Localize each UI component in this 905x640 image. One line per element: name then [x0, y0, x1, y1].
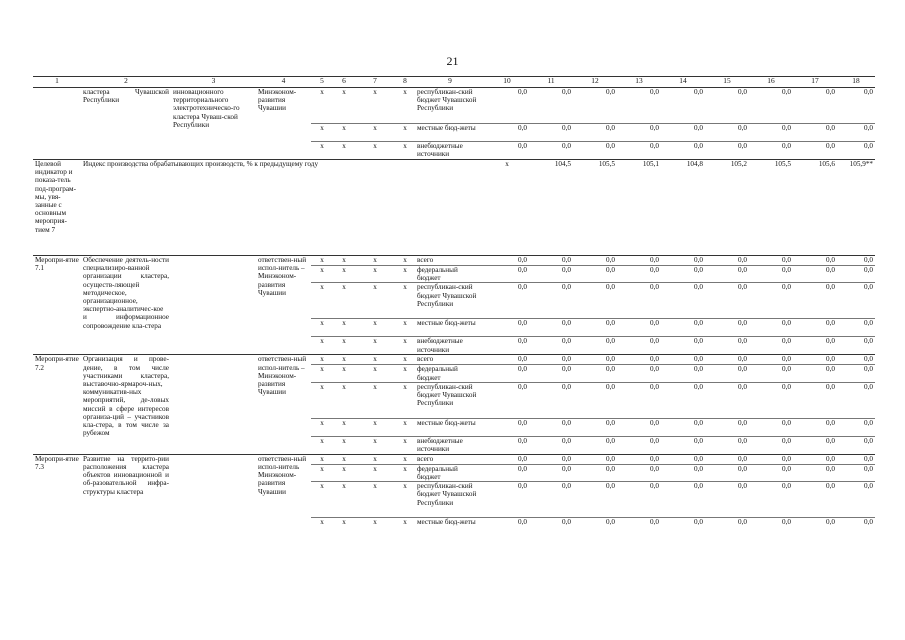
value-cell: 0,0: [573, 382, 617, 418]
column-header: 2: [81, 77, 171, 88]
x-mark: x: [395, 319, 415, 337]
x-mark: x: [333, 266, 355, 283]
value-cell: 0,0: [661, 482, 705, 518]
value-cell: 0,0: [749, 418, 793, 436]
value-cell: 0,0: [837, 436, 875, 454]
measure-label: Меропри-ятие 7.2: [33, 355, 81, 454]
value-cell: 104,8: [661, 160, 705, 256]
value-cell: 104,5: [529, 160, 573, 256]
value-cell: 0,0: [617, 454, 661, 464]
value-cell: 0,0: [749, 319, 793, 337]
value-cell: 0,0: [837, 88, 875, 124]
value-cell: 0,0: [793, 266, 837, 283]
value-cell: 0,0: [485, 88, 529, 124]
value-cell: 0,0: [485, 142, 529, 160]
funding-source: федеральный бюджет: [415, 365, 485, 382]
x-mark: x: [311, 337, 333, 355]
value-cell: 0,0: [793, 482, 837, 518]
column-header: 18: [837, 77, 875, 88]
x-mark: x: [395, 88, 415, 124]
value-cell: 0,0: [485, 518, 529, 536]
table-row: [33, 88, 875, 124]
value-cell: 0,0: [837, 482, 875, 518]
value-cell: 0,0: [573, 319, 617, 337]
x-mark: x: [355, 283, 395, 319]
value-cell: 0,0: [617, 518, 661, 536]
executor-cell: ответствен-ный испол-нитель – Минэконом-развития Чувашии: [256, 355, 311, 454]
value-cell: 0,0: [837, 266, 875, 283]
x-mark: x: [333, 337, 355, 355]
column-header: 3: [171, 77, 256, 88]
value-cell: 0,0: [705, 319, 749, 337]
value-cell: 0,0: [661, 266, 705, 283]
value-cell: 0,0: [837, 382, 875, 418]
value-cell: 0,0: [485, 319, 529, 337]
x-mark: x: [395, 382, 415, 418]
value-cell: 0,0: [705, 283, 749, 319]
value-cell: 0,0: [485, 382, 529, 418]
value-cell: 0,0: [749, 454, 793, 464]
x-mark: x: [333, 142, 355, 160]
value-cell: 0,0: [793, 382, 837, 418]
value-cell: 0,0: [837, 124, 875, 142]
value-cell: 0,0: [485, 266, 529, 283]
column-header: 9: [415, 77, 485, 88]
funding-source: местные бюд-жеты: [415, 319, 485, 337]
value-cell: 0,0: [793, 518, 837, 536]
value-cell: 0,0: [573, 454, 617, 464]
value-cell: 0,0: [749, 482, 793, 518]
funding-source: местные бюд-жеты: [415, 124, 485, 142]
label-cell: [33, 88, 81, 160]
empty-cell: [171, 256, 256, 355]
value-cell: 0,0: [529, 124, 573, 142]
x-mark: x: [311, 256, 333, 266]
value-cell: 0,0: [705, 418, 749, 436]
value-cell: 0,0: [705, 266, 749, 283]
executor-cell: ответствен-ный испол-нитель Минэконом-развития Чувашии: [256, 454, 311, 535]
x-mark: x: [333, 88, 355, 124]
value-cell: 105,6: [793, 160, 837, 256]
value-cell: 0,0: [485, 124, 529, 142]
value-cell: 0,0: [661, 454, 705, 464]
measure-label: Меропри-ятие 7.1: [33, 256, 81, 355]
value-cell: 0,0: [573, 482, 617, 518]
funding-source: всего: [415, 355, 485, 365]
funding-source: всего: [415, 256, 485, 266]
funding-source: республикан-ский бюджет Чувашской Республики: [415, 382, 485, 418]
x-mark: x: [355, 365, 395, 382]
x-mark: x: [311, 88, 333, 124]
value-cell: 0,0: [485, 365, 529, 382]
x-mark: x: [485, 160, 529, 256]
value-cell: 0,0: [837, 319, 875, 337]
value-cell: 0,0: [661, 518, 705, 536]
table-row: [33, 355, 875, 365]
value-cell: 0,0: [529, 365, 573, 382]
x-mark: x: [355, 518, 395, 536]
page-number: 21: [446, 54, 459, 68]
value-cell: 0,0: [705, 256, 749, 266]
value-cell: 0,0: [793, 142, 837, 160]
value-cell: 0,0: [529, 464, 573, 481]
x-mark: x: [355, 337, 395, 355]
funding-source: внебюджетные источники: [415, 436, 485, 454]
value-cell: 0,0: [705, 436, 749, 454]
x-mark: x: [355, 256, 395, 266]
value-cell: 0,0: [837, 464, 875, 481]
value-cell: 0,0: [705, 464, 749, 481]
value-cell: 0,0: [749, 355, 793, 365]
x-mark: x: [333, 124, 355, 142]
value-cell: 0,0: [573, 142, 617, 160]
value-cell: 0,0: [661, 355, 705, 365]
x-mark: x: [311, 142, 333, 160]
column-header: 12: [573, 77, 617, 88]
value-cell: 0,0: [617, 464, 661, 481]
value-cell: 0,0: [749, 337, 793, 355]
value-cell: 0,0: [705, 454, 749, 464]
funding-source: местные бюд-жеты: [415, 418, 485, 436]
value-cell: 0,0: [529, 482, 573, 518]
value-cell: 0,0: [617, 266, 661, 283]
description-cell: инновационного территориального электротехническо-го кластера Чуваш-ской Республики: [171, 88, 256, 160]
value-cell: 0,0: [529, 88, 573, 124]
x-mark: x: [395, 355, 415, 365]
column-header: 1: [33, 77, 81, 88]
value-cell: 0,0: [529, 319, 573, 337]
value-cell: 0,0: [749, 256, 793, 266]
x-mark: x: [395, 418, 415, 436]
value-cell: 0,0: [529, 382, 573, 418]
description-cell: кластера Чувашской Республики: [81, 88, 171, 160]
x-mark: x: [395, 283, 415, 319]
value-cell: 0,0: [661, 142, 705, 160]
value-cell: 0,0: [573, 464, 617, 481]
x-mark: x: [311, 482, 333, 518]
value-cell: 0,0: [485, 454, 529, 464]
x-mark: x: [333, 418, 355, 436]
value-cell: 0,0: [529, 518, 573, 536]
x-mark: x: [355, 142, 395, 160]
value-cell: 105,1: [617, 160, 661, 256]
value-cell: 0,0: [573, 266, 617, 283]
x-mark: x: [311, 518, 333, 536]
value-cell: 105,9**: [837, 160, 875, 256]
empty-cell: [171, 454, 256, 535]
value-cell: 0,0: [837, 454, 875, 464]
value-cell: 0,0: [793, 436, 837, 454]
value-cell: 0,0: [749, 436, 793, 454]
x-mark: x: [311, 436, 333, 454]
value-cell: 0,0: [661, 464, 705, 481]
x-mark: x: [311, 283, 333, 319]
funding-source: республикан-ский бюджет Чувашской Республики: [415, 283, 485, 319]
x-mark: x: [395, 436, 415, 454]
x-mark: x: [333, 256, 355, 266]
value-cell: 0,0: [485, 256, 529, 266]
value-cell: 0,0: [661, 365, 705, 382]
value-cell: 0,0: [529, 436, 573, 454]
value-cell: 0,0: [837, 365, 875, 382]
value-cell: 0,0: [749, 464, 793, 481]
funding-source: республикан-ский бюджет Чувашской Республики: [415, 88, 485, 124]
x-mark: x: [395, 124, 415, 142]
value-cell: 0,0: [705, 124, 749, 142]
value-cell: 0,0: [661, 256, 705, 266]
x-mark: x: [355, 418, 395, 436]
x-mark: x: [395, 266, 415, 283]
value-cell: 0,0: [529, 266, 573, 283]
x-mark: x: [333, 436, 355, 454]
x-mark: x: [311, 382, 333, 418]
value-cell: 0,0: [837, 283, 875, 319]
x-mark: x: [311, 418, 333, 436]
x-mark: x: [333, 355, 355, 365]
value-cell: 0,0: [485, 283, 529, 319]
value-cell: 0,0: [485, 464, 529, 481]
value-cell: 0,0: [837, 256, 875, 266]
x-mark: x: [333, 319, 355, 337]
x-mark: x: [333, 454, 355, 464]
column-header: 4: [256, 77, 311, 88]
value-cell: 0,0: [573, 518, 617, 536]
value-cell: 0,0: [749, 266, 793, 283]
funding-source: внебюджетные источники: [415, 142, 485, 160]
x-mark: x: [355, 88, 395, 124]
value-cell: 0,0: [617, 124, 661, 142]
value-cell: 0,0: [529, 337, 573, 355]
value-cell: 0,0: [485, 337, 529, 355]
financing-table: [33, 76, 875, 536]
value-cell: 0,0: [661, 337, 705, 355]
x-mark: x: [395, 454, 415, 464]
value-cell: 0,0: [793, 319, 837, 337]
value-cell: 0,0: [749, 365, 793, 382]
x-mark: x: [333, 518, 355, 536]
value-cell: 0,0: [485, 482, 529, 518]
value-cell: 0,0: [705, 518, 749, 536]
value-cell: 0,0: [617, 142, 661, 160]
value-cell: 0,0: [793, 337, 837, 355]
value-cell: 0,0: [705, 337, 749, 355]
value-cell: 0,0: [617, 365, 661, 382]
value-cell: 105,2: [705, 160, 749, 256]
value-cell: 0,0: [705, 355, 749, 365]
x-mark: x: [333, 382, 355, 418]
value-cell: 0,0: [617, 418, 661, 436]
x-mark: x: [395, 256, 415, 266]
indicator-text: Индекс производства обрабатывающих производств, % к предыдущему году: [81, 160, 485, 256]
x-mark: x: [355, 266, 395, 283]
value-cell: 0,0: [749, 88, 793, 124]
column-header: 15: [705, 77, 749, 88]
x-mark: x: [355, 124, 395, 142]
value-cell: 0,0: [793, 283, 837, 319]
x-mark: x: [333, 482, 355, 518]
x-mark: x: [395, 482, 415, 518]
value-cell: 0,0: [573, 365, 617, 382]
value-cell: 0,0: [529, 418, 573, 436]
value-cell: 0,0: [661, 418, 705, 436]
value-cell: 0,0: [705, 88, 749, 124]
x-mark: x: [333, 464, 355, 481]
value-cell: 0,0: [529, 283, 573, 319]
value-cell: 0,0: [793, 124, 837, 142]
value-cell: 0,0: [705, 482, 749, 518]
column-header: 7: [355, 77, 395, 88]
x-mark: x: [395, 464, 415, 481]
value-cell: 0,0: [749, 518, 793, 536]
funding-source: федеральный бюджет: [415, 464, 485, 481]
value-cell: 0,0: [837, 355, 875, 365]
x-mark: x: [355, 454, 395, 464]
value-cell: 0,0: [837, 518, 875, 536]
x-mark: x: [395, 142, 415, 160]
value-cell: 0,0: [573, 283, 617, 319]
value-cell: 0,0: [617, 319, 661, 337]
value-cell: 0,0: [617, 482, 661, 518]
value-cell: 105,5: [573, 160, 617, 256]
value-cell: 0,0: [793, 256, 837, 266]
value-cell: 0,0: [573, 256, 617, 266]
measure-description: Обеспечение деятель-ности специализиро-ванной организации кластера, осуществ-ляющей методическое, организационное, экспертно-аналитичес-кое и информационное сопровождение кла-стера: [81, 256, 171, 355]
measure-description: Организация и прове-дение, в том числе участниками кластера, выставочно-ярмароч-ных, коммуникатив-ных мероприятий, де-ловых миссий в сфере интересов организа-ций – участников кла-стера, в том числе за рубежом: [81, 355, 171, 454]
value-cell: 0,0: [617, 283, 661, 319]
column-header: 10: [485, 77, 529, 88]
value-cell: 0,0: [573, 436, 617, 454]
value-cell: 0,0: [529, 256, 573, 266]
value-cell: 0,0: [749, 382, 793, 418]
indicator-label: Целевой индикатор и показа-тель под-програм-мы, увя-занные с основным мероприя-тием 7: [33, 160, 81, 256]
value-cell: 0,0: [749, 124, 793, 142]
value-cell: 0,0: [617, 382, 661, 418]
x-mark: x: [333, 283, 355, 319]
value-cell: 0,0: [573, 124, 617, 142]
table-header: [33, 77, 875, 88]
x-mark: x: [311, 454, 333, 464]
value-cell: 0,0: [837, 337, 875, 355]
funding-source: всего: [415, 454, 485, 464]
column-header: 13: [617, 77, 661, 88]
value-cell: 0,0: [573, 88, 617, 124]
measure-description: Развитие на террито-рии расположения кластера объектов инновационной и об-разовательной инфра-структуры кластера: [81, 454, 171, 535]
column-header: 11: [529, 77, 573, 88]
value-cell: 0,0: [793, 365, 837, 382]
value-cell: 0,0: [485, 355, 529, 365]
column-header: 17: [793, 77, 837, 88]
x-mark: x: [355, 355, 395, 365]
value-cell: 105,5: [749, 160, 793, 256]
value-cell: 0,0: [485, 436, 529, 454]
value-cell: 0,0: [661, 88, 705, 124]
x-mark: x: [395, 337, 415, 355]
value-cell: 0,0: [793, 454, 837, 464]
executor-cell: ответствен-ный испол-нитель – Минэконом-развития Чувашии: [256, 256, 311, 355]
value-cell: 0,0: [749, 142, 793, 160]
x-mark: x: [355, 436, 395, 454]
x-mark: x: [311, 355, 333, 365]
column-header: 8: [395, 77, 415, 88]
value-cell: 0,0: [661, 382, 705, 418]
x-mark: x: [355, 382, 395, 418]
column-header: 14: [661, 77, 705, 88]
value-cell: 0,0: [661, 124, 705, 142]
value-cell: 0,0: [661, 283, 705, 319]
x-mark: x: [333, 365, 355, 382]
value-cell: 0,0: [485, 418, 529, 436]
value-cell: 0,0: [529, 454, 573, 464]
value-cell: 0,0: [573, 337, 617, 355]
value-cell: 0,0: [617, 88, 661, 124]
value-cell: 0,0: [617, 436, 661, 454]
value-cell: 0,0: [705, 365, 749, 382]
column-header: 16: [749, 77, 793, 88]
table-row: [33, 256, 875, 266]
value-cell: 0,0: [705, 382, 749, 418]
x-mark: x: [355, 319, 395, 337]
value-cell: 0,0: [793, 418, 837, 436]
value-cell: 0,0: [749, 283, 793, 319]
funding-source: федеральный бюджет: [415, 266, 485, 283]
value-cell: 0,0: [529, 142, 573, 160]
value-cell: 0,0: [573, 418, 617, 436]
empty-cell: [171, 355, 256, 454]
measure-label: Меропри-ятие 7.3: [33, 454, 81, 535]
value-cell: 0,0: [793, 88, 837, 124]
indicator-row: [33, 160, 875, 256]
x-mark: x: [355, 482, 395, 518]
executor-cell: Минэконом-развития Чувашии: [256, 88, 311, 160]
x-mark: x: [311, 266, 333, 283]
column-header: 5: [311, 77, 333, 88]
x-mark: x: [395, 365, 415, 382]
value-cell: 0,0: [793, 464, 837, 481]
x-mark: x: [311, 319, 333, 337]
value-cell: 0,0: [705, 142, 749, 160]
funding-source: республикан-ский бюджет Чувашской Республики: [415, 482, 485, 518]
value-cell: 0,0: [617, 337, 661, 355]
x-mark: x: [311, 464, 333, 481]
x-mark: x: [395, 518, 415, 536]
x-mark: x: [311, 365, 333, 382]
funding-source: внебюджетные источники: [415, 337, 485, 355]
value-cell: 0,0: [837, 418, 875, 436]
column-header: 6: [333, 77, 355, 88]
value-cell: 0,0: [661, 319, 705, 337]
x-mark: x: [311, 124, 333, 142]
value-cell: 0,0: [617, 256, 661, 266]
table-row: [33, 454, 875, 464]
funding-source: местные бюд-жеты: [415, 518, 485, 536]
x-mark: x: [355, 464, 395, 481]
value-cell: 0,0: [661, 436, 705, 454]
value-cell: 0,0: [573, 355, 617, 365]
value-cell: 0,0: [529, 355, 573, 365]
value-cell: 0,0: [837, 142, 875, 160]
value-cell: 0,0: [793, 355, 837, 365]
value-cell: 0,0: [617, 355, 661, 365]
